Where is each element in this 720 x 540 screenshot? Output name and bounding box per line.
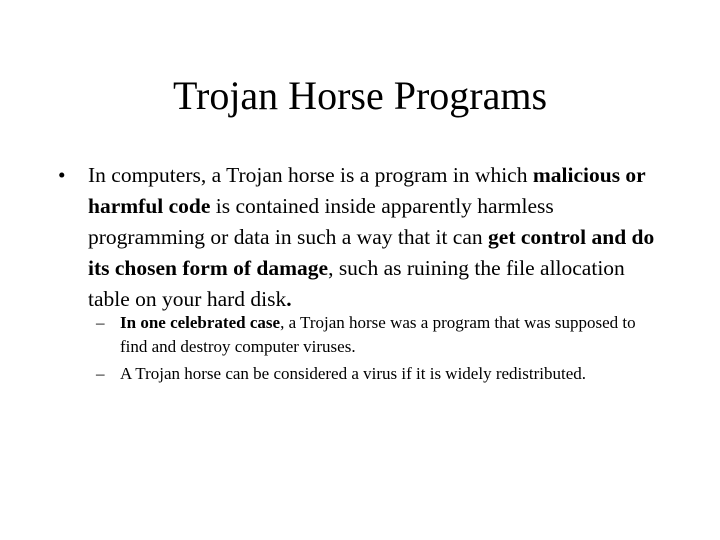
bullet-marker: •: [58, 163, 66, 187]
sub-bullet-text: [120, 313, 636, 356]
main-bullet-bold3: .: [286, 287, 292, 311]
main-bullet-part3: , such as ruining the file allocation table on your hard disk: [88, 256, 625, 311]
sub-bullet-item: [96, 362, 666, 386]
main-bullet: [58, 160, 668, 315]
sub-bullet-marker: –: [96, 313, 105, 332]
sub-bullet-rest: , a Trojan horse was a program that was supposed to find and destroy computer viruses.: [120, 313, 636, 356]
main-bullet-part1: In computers, a Trojan horse is a program in which: [88, 163, 533, 187]
sub-bullet-bold: In one celebrated case: [120, 313, 281, 332]
main-bullet-part2: is contained inside apparently harmless programming or data in such a way that it can: [88, 194, 554, 249]
main-bullet-text: [88, 160, 668, 315]
sub-bullet-rest: A Trojan horse can be considered a virus if it is widely redistributed.: [120, 364, 586, 383]
slide-title: Trojan Horse Programs: [172, 73, 548, 118]
sub-bullet-list: [96, 311, 666, 389]
sub-bullet-text: [120, 364, 586, 383]
sub-bullet-marker: –: [96, 364, 105, 383]
sub-bullet-item: [96, 311, 666, 359]
main-bullet-bold2: get control and do its chosen form of damage: [88, 225, 655, 280]
main-bullet-bold1: malicious or harmful code: [88, 163, 646, 218]
